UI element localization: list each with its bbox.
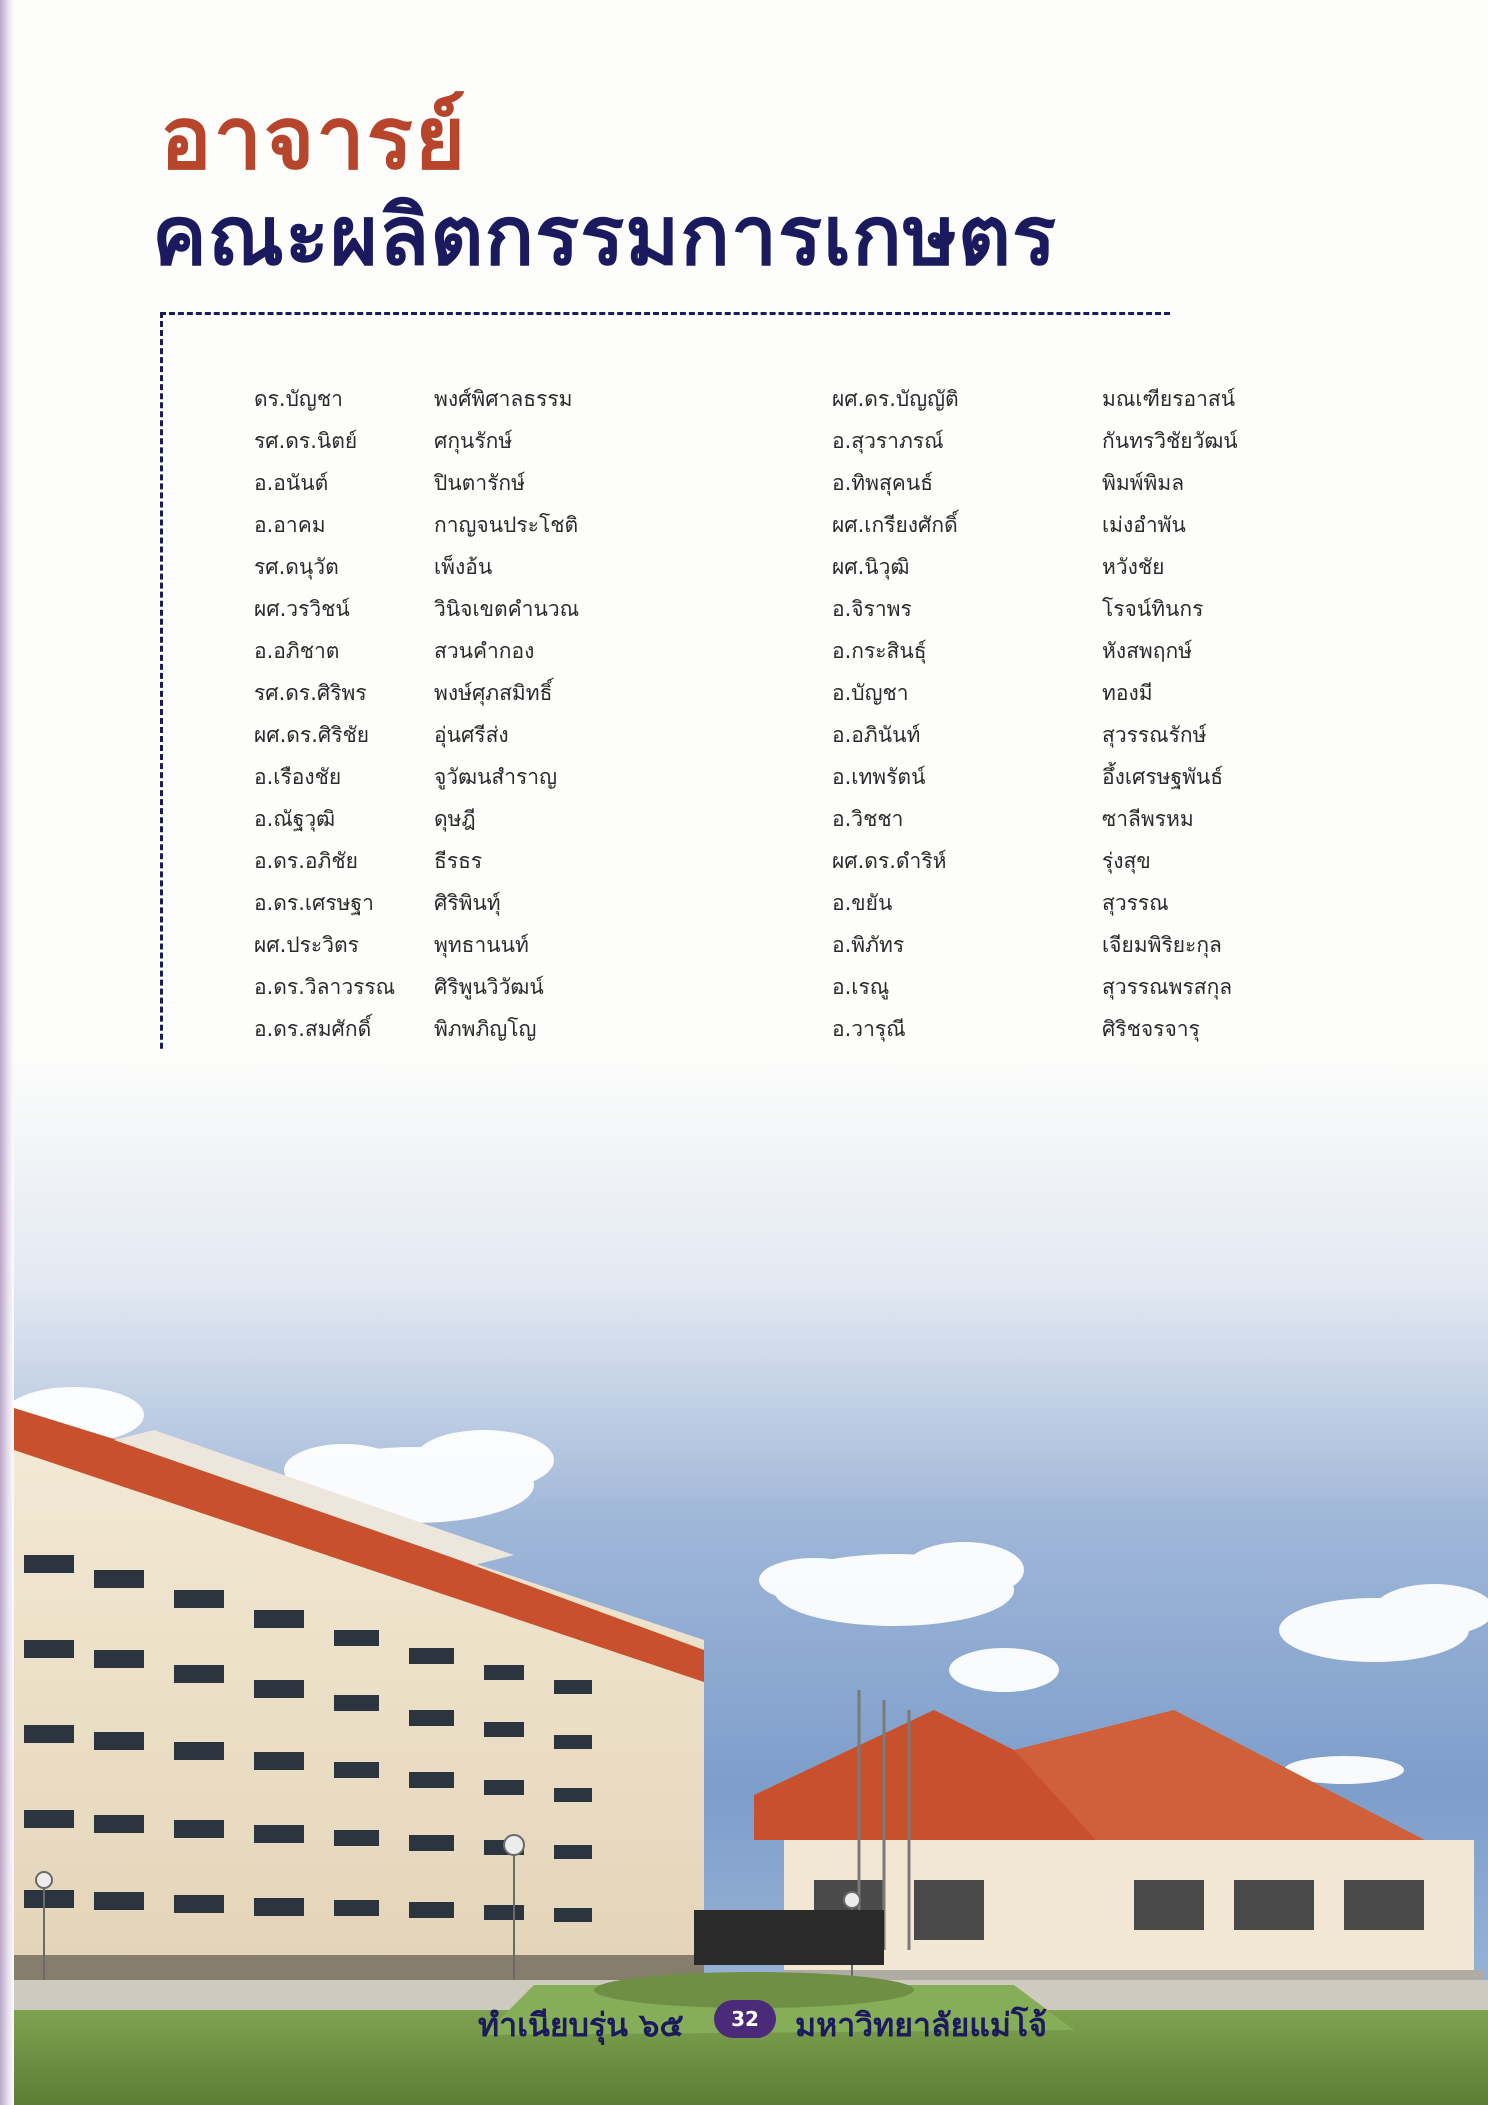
staff-surname: พงศ์พิศาลธรรม xyxy=(434,387,573,411)
staff-surname: ธีรธร xyxy=(434,849,483,873)
staff-name: ผศ.นิวุฒิ xyxy=(832,555,910,579)
staff-surname: อุ่นศรีส่ง xyxy=(434,723,509,747)
staff-surname: สุวรรณ xyxy=(1102,891,1169,915)
staff-surname: สุวรรณพรสกุล xyxy=(1102,975,1233,999)
staff-name: อ.พิภัทร xyxy=(832,933,905,957)
staff-surname: จูวัฒนสำราญ xyxy=(434,765,557,789)
staff-name: อ.เรณู xyxy=(832,975,890,999)
staff-name: ผศ.ดร.ศิริชัย xyxy=(254,723,370,747)
staff-surname: มณเฑียรอาสน์ xyxy=(1102,387,1236,411)
staff-name: ดร.บัญชา xyxy=(254,387,343,411)
footer-university-name: มหาวิทยาลัยแม่โจ้ xyxy=(795,2006,1047,2044)
staff-name: อ.อนันต์ xyxy=(254,471,329,495)
left-surnames-column xyxy=(434,378,579,1050)
staff-name: อ.วารุณี xyxy=(832,1017,906,1041)
staff-surname: สุวรรณรักษ์ xyxy=(1102,723,1207,747)
staff-name: ผศ.วรวิชน์ xyxy=(254,597,350,621)
staff-name: อ.วิชชา xyxy=(832,807,904,831)
staff-surname: หังสพฤกษ์ xyxy=(1102,639,1193,663)
staff-name: รศ.ดนุวัต xyxy=(254,555,339,579)
staff-name: อ.ดร.วิลาวรรณ xyxy=(254,975,396,999)
staff-surname: สวนคำกอง xyxy=(434,639,535,663)
staff-name: อ.เทพรัตน์ xyxy=(832,765,926,789)
staff-name: อ.ขยัน xyxy=(832,891,893,915)
staff-name: อ.กระสินธุ์ xyxy=(832,639,927,663)
staff-surname: เจียมพิริยะกุล xyxy=(1102,933,1222,957)
staff-name: ผศ.ประวิตร xyxy=(254,933,359,957)
staff-surname: ศกุนรักษ์ xyxy=(434,429,513,453)
staff-surname: ดุษฎี xyxy=(434,807,476,831)
staff-surname: เม่งอำพัน xyxy=(1102,513,1186,537)
staff-name: อ.ดร.อภิชัย xyxy=(254,849,358,873)
page-title-line2: คณะผลิตกรรมการเกษตร xyxy=(152,189,1058,284)
right-names-column xyxy=(832,378,959,1050)
footer-yearbook-label: ทำเนียบรุ่น ๖๕ xyxy=(478,2006,684,2044)
staff-name: อ.ดร.เศรษฐา xyxy=(254,891,374,915)
staff-surname: ศิริชจรจารุ xyxy=(1102,1017,1200,1041)
staff-surname: พุทธานนท์ xyxy=(434,933,529,957)
right-surnames-column xyxy=(1102,378,1238,1050)
staff-surname: ซาลีพรหม xyxy=(1102,807,1194,831)
staff-surname: รุ่งสุข xyxy=(1102,849,1151,873)
staff-name: อ.ดร.สมศักดิ์ xyxy=(254,1017,372,1041)
staff-surname: กาญจนประโชติ xyxy=(434,513,579,537)
staff-surname: ทองมี xyxy=(1102,681,1153,705)
staff-surname: อึ้งเศรษฐพันธ์ xyxy=(1102,765,1224,789)
staff-name: รศ.ดร.นิตย์ xyxy=(254,429,358,453)
page-title-line1: อาจารย์ xyxy=(160,89,468,189)
staff-name: รศ.ดร.ศิริพร xyxy=(254,681,367,705)
binding-edge xyxy=(0,0,14,2105)
staff-name: อ.บัญชา xyxy=(832,681,909,705)
staff-name: อ.อาคม xyxy=(254,513,326,537)
staff-surname: ศิริพินทุ์ xyxy=(434,891,501,915)
staff-name: อ.ณัฐวุฒิ xyxy=(254,807,336,831)
staff-name: อ.อภินันท์ xyxy=(832,723,921,747)
staff-surname: เพ็งอ้น xyxy=(434,555,493,579)
staff-name: อ.เรืองชัย xyxy=(254,765,342,789)
staff-name: ผศ.ดร.ดำริห์ xyxy=(832,849,947,873)
staff-surname: ปินตารักษ์ xyxy=(434,471,525,495)
dashed-border-top xyxy=(160,312,1170,315)
staff-surname: พิมพ์พิมล xyxy=(1102,471,1185,495)
staff-name: ผศ.ดร.บัญญัติ xyxy=(832,387,959,411)
staff-name: ผศ.เกรียงศักดิ์ xyxy=(832,513,958,537)
staff-name: อ.ทิพสุคนธ์ xyxy=(832,471,934,495)
staff-surname: กันทรวิชัยวัฒน์ xyxy=(1102,429,1238,453)
staff-name: อ.อภิชาต xyxy=(254,639,340,663)
staff-name: อ.สุวราภรณ์ xyxy=(832,429,944,453)
staff-surname: หวังชัย xyxy=(1102,555,1165,579)
campus-building-photo xyxy=(14,1050,1488,2105)
left-names-column xyxy=(254,378,395,1050)
staff-surname: พงษ์ศุภสมิทธิ์ xyxy=(434,681,553,705)
staff-surname: วินิจเขตคำนวณ xyxy=(434,597,580,621)
staff-surname: พิภพภิญโญ xyxy=(434,1017,537,1041)
staff-name: อ.จิราพร xyxy=(832,597,912,621)
staff-surname: โรจน์ทินกร xyxy=(1102,597,1204,621)
page-number-badge: 32 xyxy=(714,2000,776,2038)
staff-surname: ศิริพูนวิวัฒน์ xyxy=(434,975,544,999)
